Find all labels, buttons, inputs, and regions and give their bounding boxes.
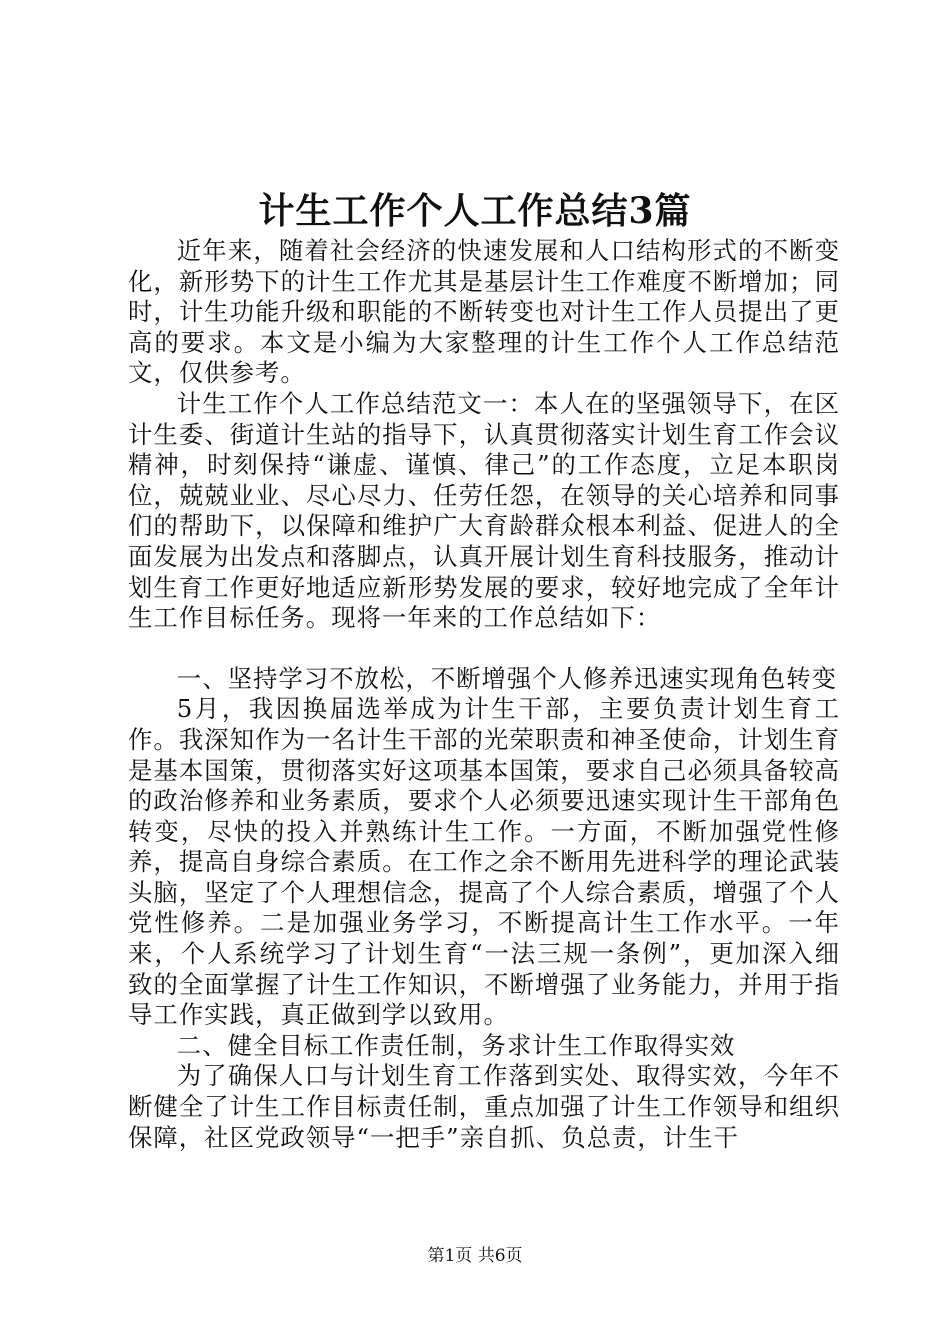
paragraph-intro: 近年来，随着社会经济的快速发展和人口结构形式的不断变化，新形势下的计生工作尤其是基层计生工作难度不断增加；同时，计生功能升级和职能的不断转变也对计生工作人员提出了更高的要求。本文是小编为大家整理的计生工作个人工作总结范文，仅供参考。 <box>128 236 840 388</box>
paragraph-section-two: 为了确保人口与计划生育工作落到实处、取得实效，今年不断健全了计生工作目标责任制，重点加强了计生工作领导和组织保障，社区党政领导“一把手”亲自抓、负总责，计生干 <box>128 1061 840 1152</box>
page-footer: 第1页 共6页 <box>427 1246 523 1266</box>
paragraph-sample-one: 计生工作个人工作总结范文一：本人在的坚强领导下，在区计生委、街道计生站的指导下，认真贯彻落实计划生育工作会议精神，时刻保持“谦虚、谨慎、律己”的工作态度，立足本职岗位，兢兢业业、尽心尽力、任劳任怨，在领导的关心培养和同事们的帮助下，以保障和维护广大育龄群众根本利益、促进人的全面发展为出发点和落脚点，认真开展计划生育科技服务，推动计划生育工作更好地适应新形势发展的要求，较好地完成了全年计生工作目标任务。现将一年来的工作总结如下： <box>128 388 840 633</box>
document-body <box>128 236 840 1153</box>
section-heading-two: 二、健全目标工作责任制，务求计生工作取得实效 <box>176 1030 736 1060</box>
section-heading-one: 一、坚持学习不放松，不断增强个人修养迅速实现角色转变 <box>176 663 837 693</box>
paragraph-section-one: 5月，我因换届选举成为计生干部，主要负责计划生育工作。我深知作为一名计生干部的光荣职责和神圣使命，计划生育是基本国策，贯彻落实好这项基本国策，要求自己必须具备较高的政治修养和业务素质，要求个人必须要迅速实现计生干部角色转变，尽快的投入并熟练计生工作。一方面，不断加强党性修养，提高自身综合素质。在工作之余不断用先进科学的理论武装头脑，坚定了个人理想信念，提高了个人综合素质，增强了个人党性修养。二是加强业务学习，不断提高计生工作水平。一年来，个人系统学习了计划生育“一法三规一条例”，更加深入细致的全面掌握了计生工作知识，不断增强了业务能力，并用于指导工作实践，真正做到学以致用。 <box>128 694 840 1030</box>
page-title: 计生工作个人工作总结3篇 <box>258 190 692 232</box>
